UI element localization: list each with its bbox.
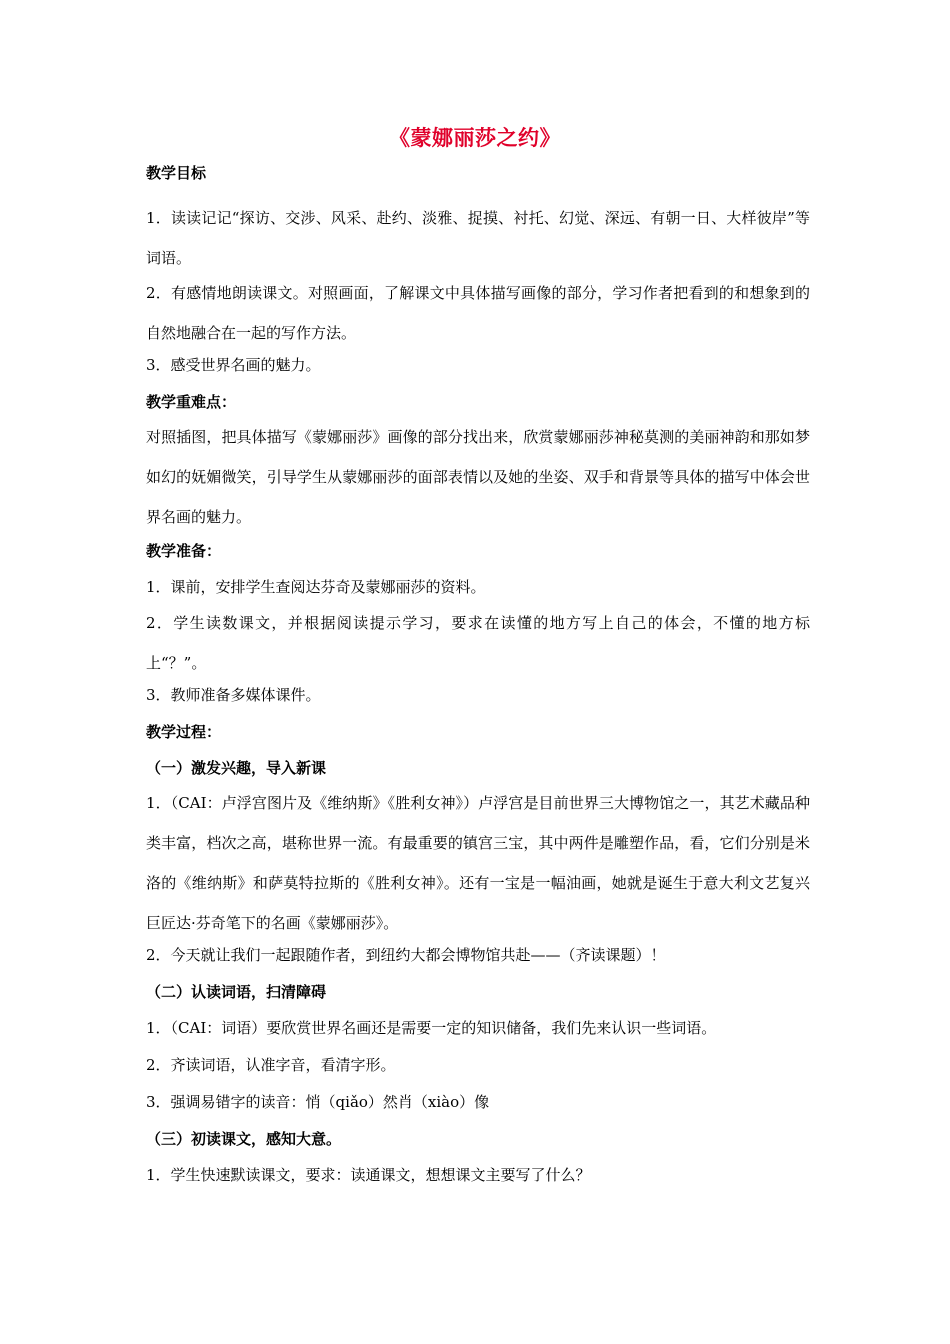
step2-item-1: 1．（CAI：词语）要欣赏世界名画还是需要一定的知识储备，我们先来认识一些词语。	[146, 1019, 717, 1037]
step1-item-2: 2．今天就让我们一起跟随作者，到纽约大都会博物馆共赴——（齐读课题）！	[146, 946, 666, 964]
keypoints-text: 对照插图，把具体描写《蒙娜丽莎》画像的部分找出来，欣赏蒙娜丽莎神秘莫测的美丽神韵和那如梦如幻的妩媚微笑，引导学生从蒙娜丽莎的面部表情以及她的坐姿、双手和背景等具体的描写中体会世界名画的魅力。	[146, 428, 810, 526]
document-body	[146, 162, 810, 1201]
step2-item-3: 3．强调易错字的读音：悄（qiǎo）然肖（xiào）像	[146, 1093, 490, 1111]
prep-heading: 教学准备：	[146, 542, 222, 560]
step2-item-2: 2．齐读词语，认准字音，看清字形。	[146, 1056, 396, 1074]
process-heading: 教学过程：	[146, 723, 222, 741]
goal-item-1: 1．读读记记“探访、交涉、风采、赴约、淡雅、捉摸、衬托、幻觉、深远、有朝一日、大样彼岸”等词语。	[146, 209, 810, 267]
prep-item-2: 2．学生读数课文，并根据阅读提示学习，要求在读懂的地方写上自己的体会，不懂的地方标上“？”。	[146, 614, 810, 672]
goals-heading: 教学目标	[146, 164, 207, 182]
keypoints-heading: 教学重难点：	[146, 393, 237, 411]
prep-item-3: 3．教师准备多媒体课件。	[146, 686, 321, 704]
document-title: 《蒙娜丽莎之约》	[389, 126, 561, 150]
prep-item-1: 1．课前，安排学生查阅达芬奇及蒙娜丽莎的资料。	[146, 578, 486, 596]
step3-item-1: 1．学生快速默读课文，要求：读通课文，想想课文主要写了什么？	[146, 1166, 591, 1184]
step3-heading: （三）初读课文，感知大意。	[146, 1130, 342, 1148]
step2-heading: （二）认读词语，扫清障碍	[146, 983, 327, 1001]
goal-item-3: 3．感受世界名画的魅力。	[146, 356, 321, 374]
goal-item-2: 2．有感情地朗读课文。对照画面，了解课文中具体描写画像的部分，学习作者把看到的和想象到的自然地融合在一起的写作方法。	[146, 284, 810, 342]
step1-item-1: 1．（CAI：卢浮宫图片及《维纳斯》《胜利女神》）卢浮宫是目前世界三大博物馆之一，其艺术藏品种类丰富，档次之高，堪称世界一流。有最重要的镇宫三宝，其中两件是雕塑作品，看，它们分别是米洛的《维纳斯》和萨莫特拉斯的《胜利女神》。还有一宝是一幅油画，她就是诞生于意大利文艺复兴巨匠达·芬奇笔下的名画《蒙娜丽莎》。	[146, 794, 810, 932]
step1-heading: （一）激发兴趣，导入新课	[146, 759, 327, 777]
